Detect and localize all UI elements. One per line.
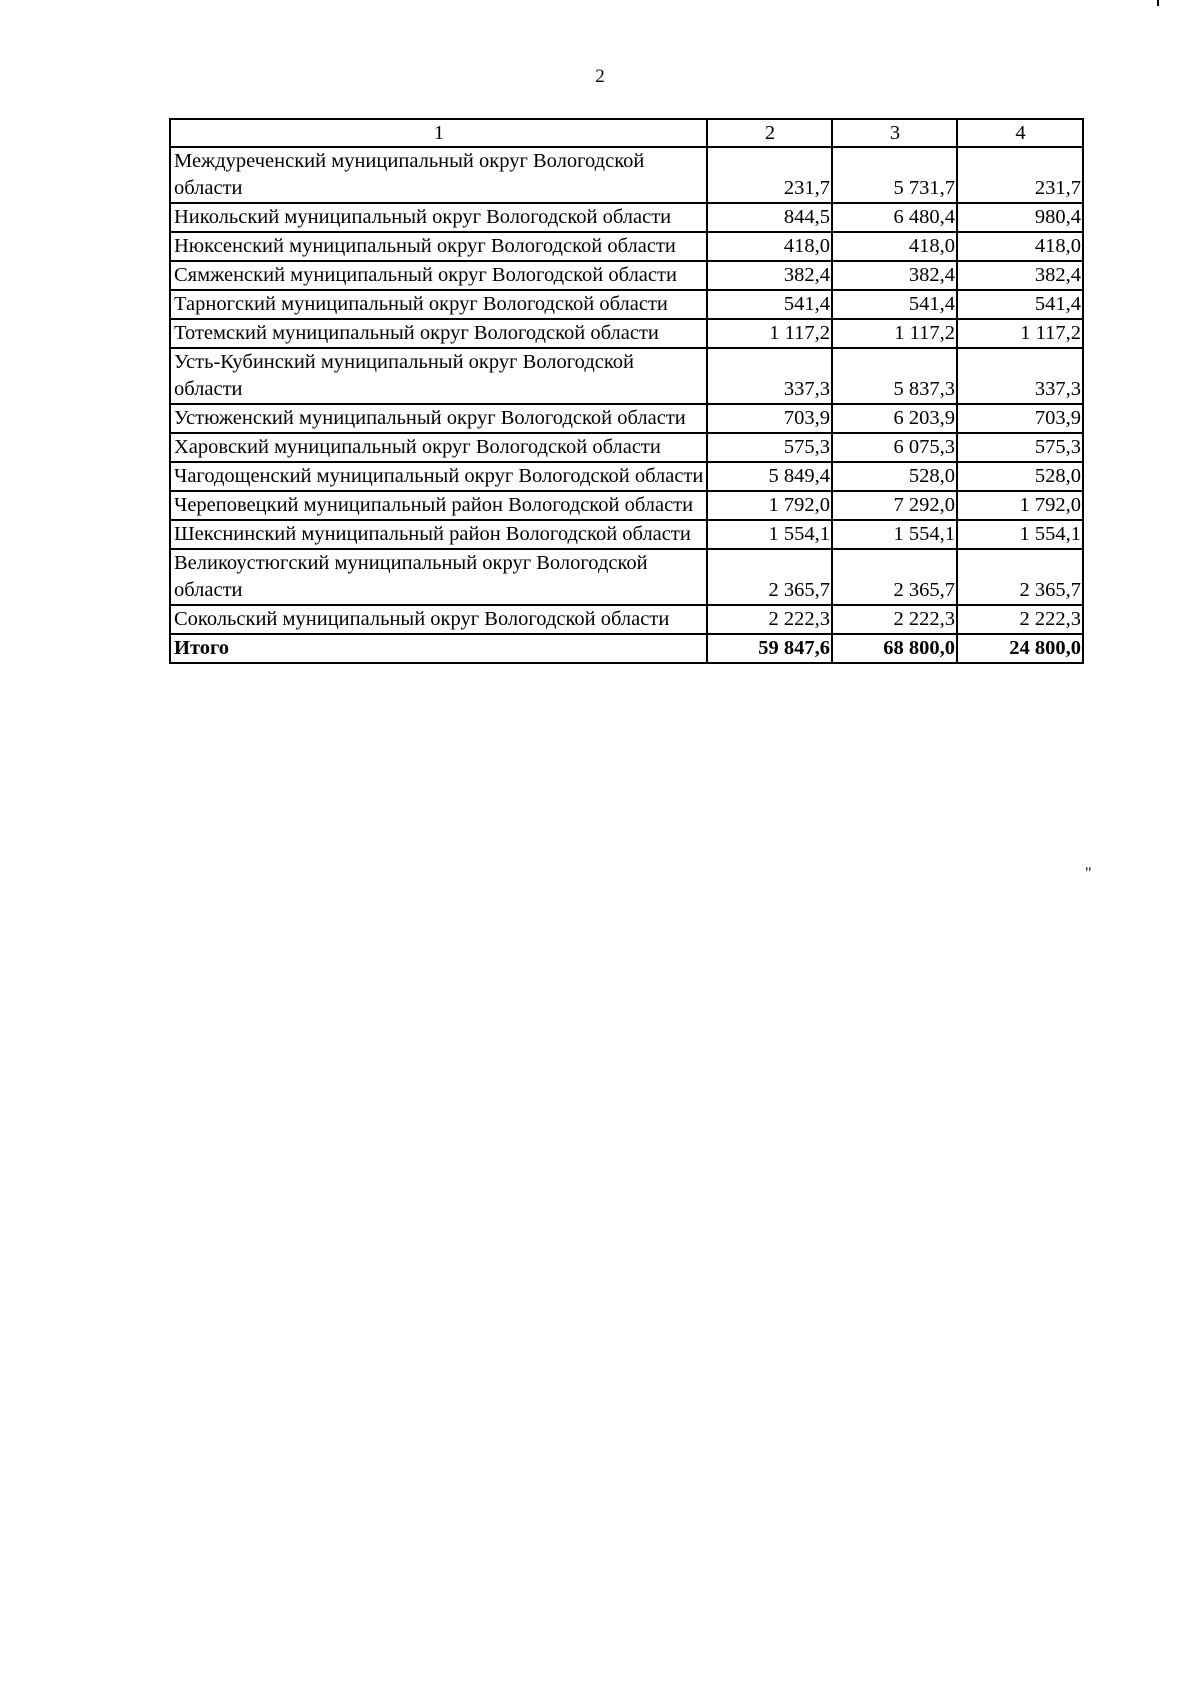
value-column-4: 541,4 — [957, 290, 1083, 319]
page-number: 2 — [595, 66, 605, 87]
total-column-3: 68 800,0 — [832, 634, 957, 663]
value-column-4: 1 554,1 — [957, 520, 1083, 549]
value-column-4: 980,4 — [957, 203, 1083, 232]
value-column-2: 541,4 — [707, 290, 832, 319]
table-row — [170, 290, 1083, 319]
table-row — [170, 232, 1083, 261]
value-column-2: 2 365,7 — [707, 549, 832, 605]
value-column-3: 5 731,7 — [832, 147, 957, 203]
value-column-2: 1 792,0 — [707, 491, 832, 520]
value-column-4: 2 365,7 — [957, 549, 1083, 605]
municipality-name: Никольский муниципальный округ Вологодской области — [170, 203, 707, 232]
value-column-2: 703,9 — [707, 404, 832, 433]
value-column-4: 337,3 — [957, 348, 1083, 404]
value-column-2: 382,4 — [707, 261, 832, 290]
value-column-2: 2 222,3 — [707, 605, 832, 634]
table-row — [170, 203, 1083, 232]
value-column-3: 2 365,7 — [832, 549, 957, 605]
municipality-name: Череповецкий муниципальный район Вологодской области — [170, 491, 707, 520]
total-row — [170, 634, 1083, 663]
value-column-3: 382,4 — [832, 261, 957, 290]
value-column-3: 418,0 — [832, 232, 957, 261]
value-column-2: 1 554,1 — [707, 520, 832, 549]
table-row — [170, 462, 1083, 491]
table-row — [170, 520, 1083, 549]
column-header-3: 3 — [832, 119, 957, 147]
scan-edge-mark — [1157, 0, 1159, 6]
municipality-name: Сокольский муниципальный округ Вологодской области — [170, 605, 707, 634]
municipality-name: Тарногский муниципальный округ Вологодской области — [170, 290, 707, 319]
table-body — [170, 147, 1083, 663]
municipality-name: Сямженский муниципальный округ Вологодской области — [170, 261, 707, 290]
table-row — [170, 404, 1083, 433]
value-column-3: 528,0 — [832, 462, 957, 491]
total-label: Итого — [170, 634, 707, 663]
value-column-4: 528,0 — [957, 462, 1083, 491]
value-column-4: 1 117,2 — [957, 319, 1083, 348]
value-column-2: 1 117,2 — [707, 319, 832, 348]
municipality-name: Устюженский муниципальный округ Вологодской области — [170, 404, 707, 433]
municipality-name: Великоустюгский муниципальный округ Вологодской области — [170, 549, 707, 605]
value-column-2: 844,5 — [707, 203, 832, 232]
municipality-name: Харовский муниципальный округ Вологодской области — [170, 433, 707, 462]
column-header-4: 4 — [957, 119, 1083, 147]
table-row — [170, 433, 1083, 462]
value-column-4: 703,9 — [957, 404, 1083, 433]
value-column-3: 7 292,0 — [832, 491, 957, 520]
municipality-name: Нюксенский муниципальный округ Вологодской области — [170, 232, 707, 261]
table-row — [170, 491, 1083, 520]
value-column-4: 382,4 — [957, 261, 1083, 290]
value-column-4: 418,0 — [957, 232, 1083, 261]
table-row — [170, 549, 1083, 605]
value-column-3: 2 222,3 — [832, 605, 957, 634]
value-column-2: 231,7 — [707, 147, 832, 203]
value-column-4: 231,7 — [957, 147, 1083, 203]
value-column-3: 5 837,3 — [832, 348, 957, 404]
municipality-name: Чагодощенский муниципальный округ Вологодской области — [170, 462, 707, 491]
table-row — [170, 348, 1083, 404]
value-column-3: 6 480,4 — [832, 203, 957, 232]
total-column-4: 24 800,0 — [957, 634, 1083, 663]
total-column-2: 59 847,6 — [707, 634, 832, 663]
value-column-4: 1 792,0 — [957, 491, 1083, 520]
table-row — [170, 147, 1083, 203]
value-column-3: 541,4 — [832, 290, 957, 319]
closing-quote-mark: " — [1085, 865, 1092, 882]
table-row — [170, 261, 1083, 290]
municipality-name: Усть-Кубинский муниципальный округ Вологодской области — [170, 348, 707, 404]
allocation-table — [169, 118, 1084, 664]
column-header-1: 1 — [170, 119, 707, 147]
table-row — [170, 319, 1083, 348]
value-column-3: 1 554,1 — [832, 520, 957, 549]
value-column-2: 5 849,4 — [707, 462, 832, 491]
municipality-name: Междуреченский муниципальный округ Вологодской области — [170, 147, 707, 203]
municipality-name: Тотемский муниципальный округ Вологодской области — [170, 319, 707, 348]
value-column-4: 2 222,3 — [957, 605, 1083, 634]
value-column-3: 6 075,3 — [832, 433, 957, 462]
value-column-2: 418,0 — [707, 232, 832, 261]
value-column-2: 337,3 — [707, 348, 832, 404]
municipality-name: Шекснинский муниципальный район Вологодской области — [170, 520, 707, 549]
value-column-4: 575,3 — [957, 433, 1083, 462]
value-column-2: 575,3 — [707, 433, 832, 462]
table-row — [170, 605, 1083, 634]
table-header-row — [170, 119, 1083, 147]
value-column-3: 6 203,9 — [832, 404, 957, 433]
value-column-3: 1 117,2 — [832, 319, 957, 348]
column-header-2: 2 — [707, 119, 832, 147]
